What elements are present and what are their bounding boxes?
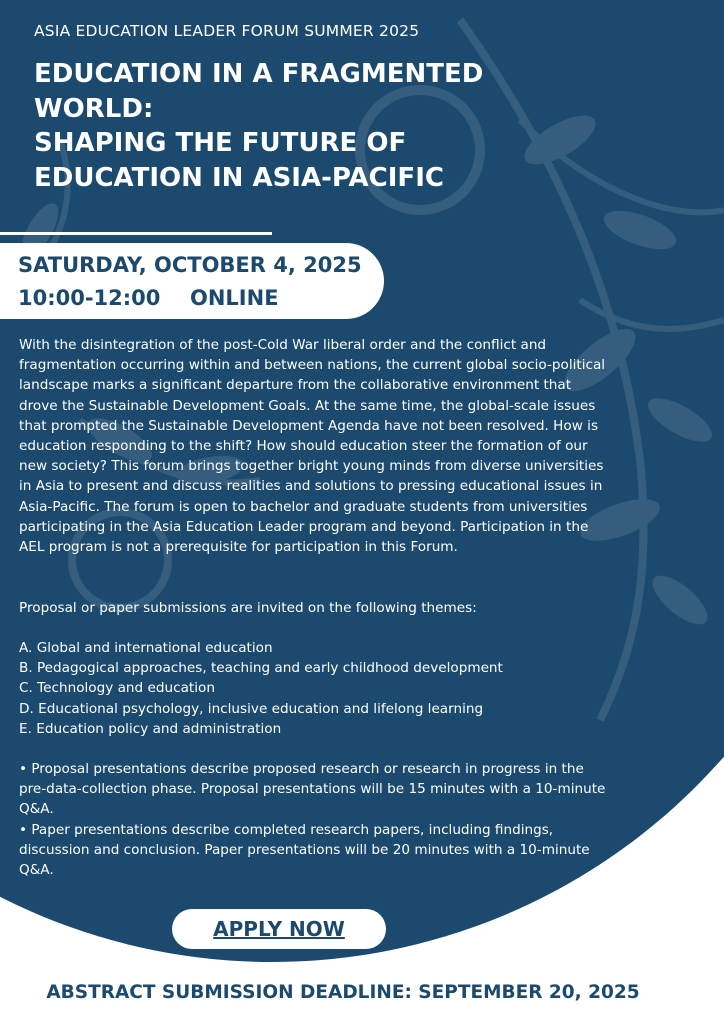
title-line: EDUCATION IN ASIA-PACIFIC — [34, 162, 444, 193]
title-line: SHAPING THE FUTURE OF — [34, 128, 407, 158]
theme-item: E. Education policy and administration — [19, 720, 282, 737]
format-item-proposal: • Proposal presentations describe proposed research or research in progress in the pre-data-collection phase. Proposal presentations will be 15 minutes with a 10-minute Q&A. — [19, 761, 606, 818]
event-description: With the disintegration of the post-Cold War liberal order and the conflict and fragmentation occurring within and between nations, the current global socio-political landscape marks a significant departure from the collaborative environment that drove the Sustainable Development Goals. At the same time, the global-scale issues that prompted the Sustainable Development Agenda have not been resolved. How is education responding to the shift? How should education steer the formation of our new society? This forum brings together bright young minds from diverse universities in Asia to present and discuss realities and solutions to pressing educational issues in Asia-Pacific. The forum is open to bachelor and graduate students from universities participating in the Asia Education Leader program and beyond. Participation in the AEL program is not a prerequisite for participation in this Forum. — [19, 337, 606, 556]
event-date-banner — [0, 243, 384, 319]
title-divider — [0, 232, 272, 235]
presentation-formats-list — [19, 759, 609, 880]
title-line: EDUCATION IN A FRAGMENTED — [34, 59, 484, 89]
theme-item: B. Pedagogical approaches, teaching and early childhood development — [19, 660, 503, 677]
themes-intro: Proposal or paper submissions are invited on the following themes: — [19, 600, 477, 616]
event-series-label: ASIA EDUCATION LEADER FORUM SUMMER 2025 — [34, 22, 420, 40]
event-date: SATURDAY, OCTOBER 4, 2025 — [18, 253, 362, 277]
title-line: WORLD: — [34, 93, 154, 124]
theme-item: C. Technology and education — [19, 680, 215, 697]
theme-item: A. Global and international education — [19, 640, 273, 656]
event-mode: ONLINE — [190, 286, 279, 310]
theme-item: D. Educational psychology, inclusive education and lifelong learning — [19, 700, 484, 717]
format-item-paper: • Paper presentations describe completed research papers, including findings, discussion and conclusion. Paper presentations will be 20 minutes with a 10-minute Q&A. — [19, 821, 590, 879]
apply-now-button[interactable] — [172, 909, 386, 949]
event-title — [34, 57, 594, 195]
submission-deadline: ABSTRACT SUBMISSION DEADLINE: SEPTEMBER 20, 2025 — [46, 982, 640, 1003]
apply-now-label: APPLY NOW — [213, 917, 345, 941]
event-time: 10:00-12:00 — [18, 286, 161, 310]
themes-list — [19, 638, 503, 739]
